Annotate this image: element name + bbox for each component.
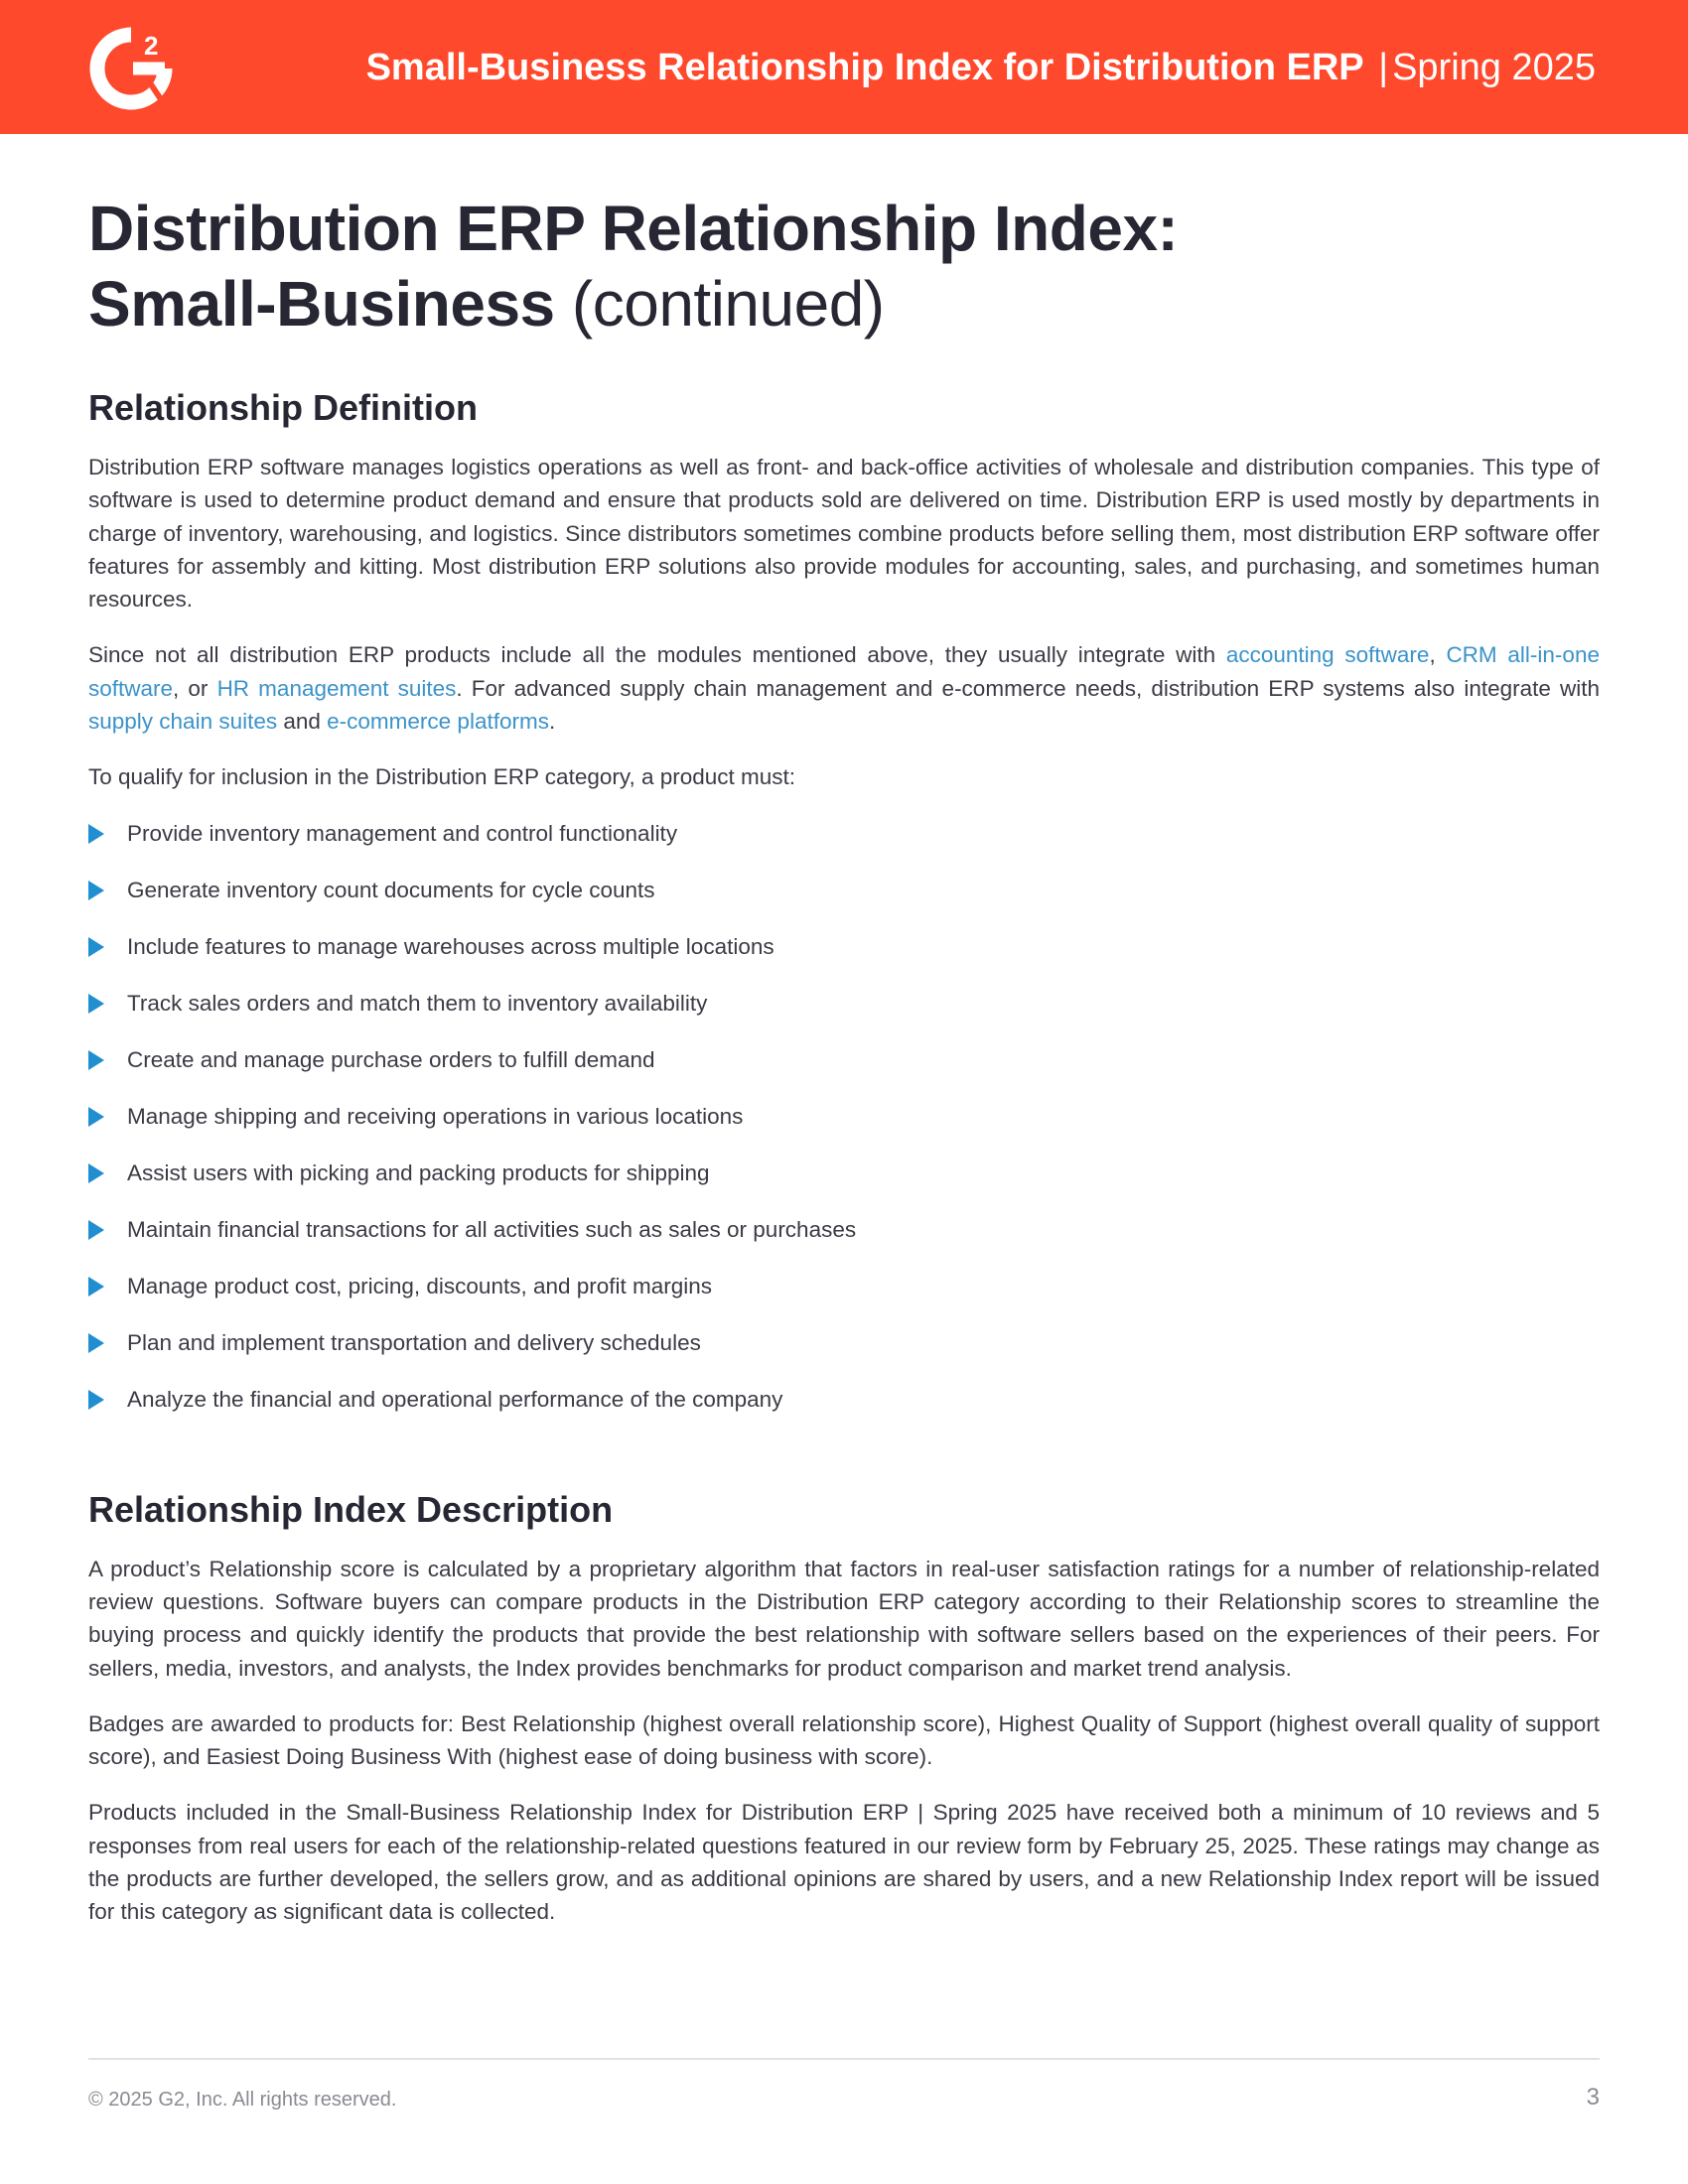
page-title-continued: (continued) [571, 268, 885, 340]
list-item [88, 1157, 1600, 1213]
criteria-text: Analyze the financial and operational performance of the company [127, 1386, 783, 1412]
page-title-segment: Small-Business [88, 268, 555, 340]
text-span: . For advanced supply chain management and e-commerce needs, distribution ERP systems also integrate with [456, 675, 1601, 701]
triangle-bullet-icon [88, 1050, 104, 1070]
triangle-bullet-icon [88, 881, 104, 900]
link-hr-management-suites[interactable]: HR management suites [216, 675, 457, 701]
footer-divider [88, 2058, 1600, 2060]
list-item [88, 1213, 1600, 1270]
svg-text:2: 2 [144, 31, 159, 61]
definition-paragraph-1: Distribution ERP software manages logistics operations as well as front- and back-office activities of wholesale and distribution companies. This type of software is used to determine product demand and ensure that products sold are delivered on time. Distribution ERP is used mostly by departments in charge of inventory, warehousing, and logistics. Since distributors sometimes combine products before selling them, most distribution ERP software offer features for assembly and kitting. Most distribution ERP solutions also provide modules for accounting, sales, and purchasing, and sometimes human resources. [88, 455, 1600, 613]
link-crm-all-in-one[interactable]: CRM all-in-one software [88, 642, 1600, 701]
list-item [88, 1270, 1600, 1326]
link-accounting-software[interactable]: accounting software [1225, 642, 1430, 668]
triangle-bullet-icon [88, 1333, 104, 1353]
copyright-notice: © 2025 G2, Inc. All rights reserved. [88, 2089, 397, 2111]
criteria-text: Track sales orders and match them to inventory availability [127, 990, 708, 1016]
page-number: 3 [1586, 2084, 1600, 2111]
list-item [88, 987, 1600, 1043]
header-title [366, 44, 1596, 91]
text-span: . [548, 709, 556, 735]
text-span: , or [173, 675, 217, 701]
triangle-bullet-icon [88, 1390, 104, 1410]
text-span: Since not all distribution ERP products include all the modules mentioned above, they usually integrate with [88, 642, 1226, 668]
description-paragraph-1: A product’s Relationship score is calculated by a proprietary algorithm that factors in real-user satisfaction ratings for a number of relationship-related review questions. Software buyers can compare products in the Distribution ERP category according to their Relationship scores to streamline the buying process and quickly identify the products that provide the best relationship with software sellers based on the experiences of their peers. For sellers, media, investors, and analysts, the Index provides benchmarks for product comparison and market trend analysis. [88, 1556, 1600, 1681]
list-item [88, 1043, 1600, 1100]
criteria-text: Plan and implement transportation and delivery schedules [127, 1329, 701, 1355]
header-separator: | [1378, 47, 1389, 88]
definition-paragraph-2 [88, 638, 1600, 738]
text-span: , [1429, 642, 1447, 668]
link-supply-chain-suites[interactable]: supply chain suites [88, 709, 278, 735]
list-item [88, 874, 1600, 930]
report-name: Small-Business Relationship Index for Distribution ERP [365, 47, 1364, 88]
page-header [0, 0, 1688, 134]
page-title-line1: Distribution ERP Relationship Index: [88, 193, 1179, 264]
triangle-bullet-icon [88, 1163, 104, 1183]
link-ecommerce-platforms[interactable]: e-commerce platforms [327, 709, 549, 735]
list-item [88, 930, 1600, 987]
criteria-text: Manage shipping and receiving operations in various locations [127, 1103, 744, 1129]
main-content [88, 191, 1600, 1929]
description-paragraph-3: Products included in the Small-Business Relationship Index for Distribution ERP | Spring 2025 have received both a minimum of 10 reviews and 5 responses from real users for each of the relationship-related questions featured in our review form by February 25, 2025. These ratings may change as the products are further developed, the sellers grow, and as additional opinions are shared by users, and a new Relationship Index report will be issued for this category as significant data is collected. [88, 1800, 1600, 1925]
criteria-intro: To qualify for inclusion in the Distribution ERP category, a product must: [88, 764, 796, 790]
description-paragraph-2: Badges are awarded to products for: Best Relationship (highest overall relationship score), Highest Quality of Support (highest overall quality of support score), and Easiest Doing Business With (highest ease of doing business with score). [88, 1710, 1600, 1770]
criteria-text: Maintain financial transactions for all activities such as sales or purchases [127, 1216, 857, 1242]
criteria-text: Generate inventory count documents for cycle counts [127, 877, 655, 902]
criteria-text: Include features to manage warehouses across multiple locations [127, 933, 774, 959]
triangle-bullet-icon [88, 994, 104, 1014]
page-title [88, 191, 1600, 341]
g2-logo-icon [89, 27, 173, 110]
triangle-bullet-icon [88, 1107, 104, 1127]
list-item [88, 817, 1600, 874]
text-span: and [277, 709, 328, 735]
report-season: Spring 2025 [1392, 47, 1596, 88]
triangle-bullet-icon [88, 824, 104, 844]
list-item [88, 1326, 1600, 1383]
list-item [88, 1100, 1600, 1157]
criteria-text: Manage product cost, pricing, discounts, and profit margins [127, 1273, 713, 1298]
triangle-bullet-icon [88, 937, 104, 957]
definition-heading: Relationship Definition [88, 387, 478, 428]
criteria-list [88, 817, 1600, 1439]
description-heading: Relationship Index Description [88, 1488, 614, 1530]
triangle-bullet-icon [88, 1277, 104, 1297]
list-item [88, 1383, 1600, 1439]
criteria-text: Provide inventory management and control functionality [127, 820, 678, 846]
criteria-text: Assist users with picking and packing products for shipping [127, 1160, 710, 1185]
triangle-bullet-icon [88, 1220, 104, 1240]
criteria-text: Create and manage purchase orders to fulfill demand [127, 1046, 655, 1072]
